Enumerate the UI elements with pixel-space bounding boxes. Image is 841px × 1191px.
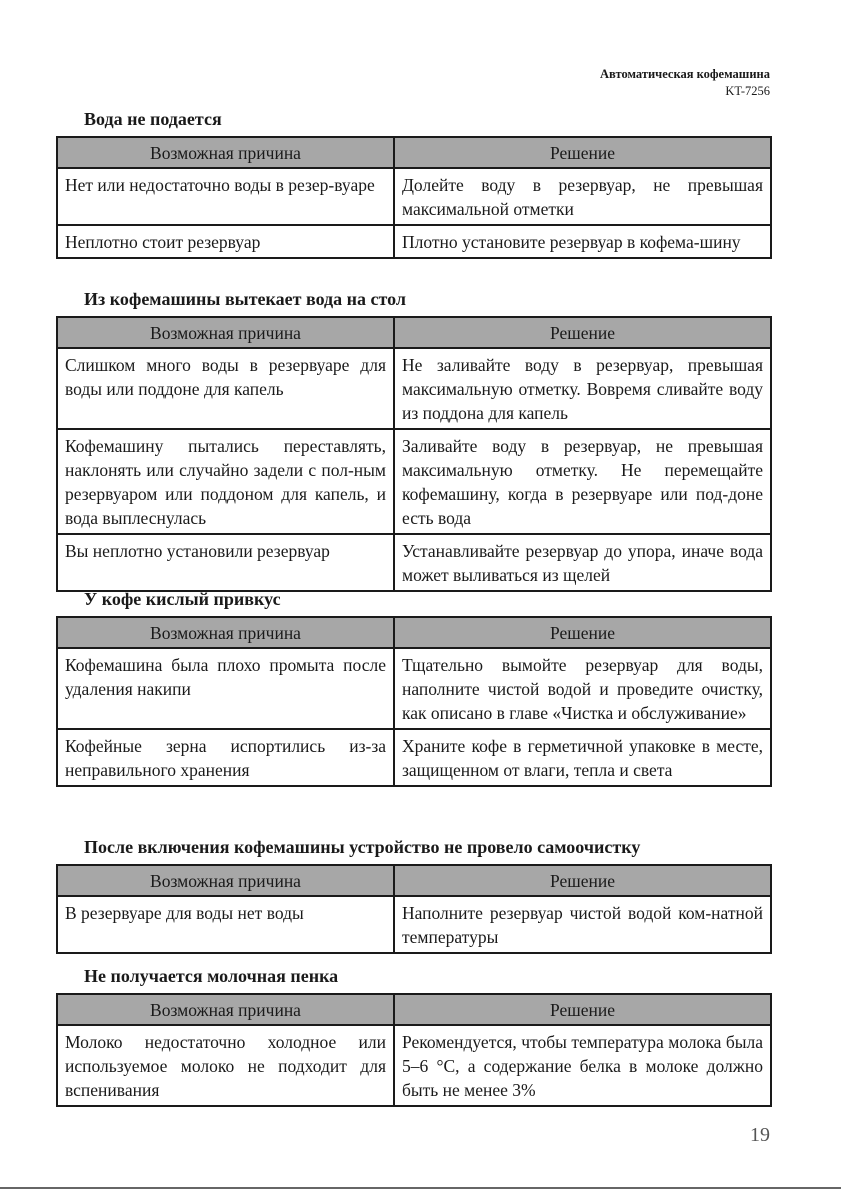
section-title: Из кофемашины вытекает вода на стол: [84, 289, 406, 309]
section-water-leak: [56, 288, 770, 592]
table-row: [57, 896, 771, 953]
table-row: [57, 1025, 771, 1106]
cause-cell: Кофемашина была плохо промыта после удаления накипи: [57, 648, 394, 729]
cause-cell: Слишком много воды в резервуаре для воды или поддоне для капель: [57, 348, 394, 429]
table-row: [57, 225, 771, 258]
page-header: [600, 66, 770, 100]
cause-cell: Нет или недостаточно воды в резер-вуаре: [57, 168, 394, 225]
table-row: [57, 168, 771, 225]
table-row: [57, 648, 771, 729]
troubleshooting-table: [56, 316, 772, 592]
table-header-row: [57, 317, 771, 348]
column-header-solution: Решение: [394, 617, 771, 648]
table-header-row: [57, 865, 771, 896]
column-header-solution: Решение: [394, 317, 771, 348]
solution-cell: Храните кофе в герметичной упаковке в месте, защищенном от влаги, тепла и света: [394, 729, 771, 786]
section-title: У кофе кислый привкус: [84, 589, 281, 609]
section-no-milk-foam: [56, 965, 770, 1107]
section-sour-taste: [56, 588, 770, 787]
column-header-cause: Возможная причина: [57, 865, 394, 896]
column-header-solution: Решение: [394, 137, 771, 168]
troubleshooting-table: [56, 136, 772, 259]
section-no-self-cleaning: [56, 836, 770, 954]
column-header-cause: Возможная причина: [57, 617, 394, 648]
solution-cell: Наполните резервуар чистой водой ком-натной температуры: [394, 896, 771, 953]
column-header-cause: Возможная причина: [57, 137, 394, 168]
table-header-row: [57, 617, 771, 648]
solution-cell: Не заливайте воду в резервуар, превышая максимальную отметку. Вовремя сливайте воду из поддона для капель: [394, 348, 771, 429]
column-header-solution: Решение: [394, 994, 771, 1025]
cause-cell: Молоко недостаточно холодное или используемое молоко не подходит для вспенивания: [57, 1025, 394, 1106]
section-title: Не получается молочная пенка: [84, 966, 339, 986]
cause-cell: В резервуаре для воды нет воды: [57, 896, 394, 953]
cause-cell: Кофейные зерна испортились из-за неправильного хранения: [57, 729, 394, 786]
troubleshooting-table: [56, 993, 772, 1107]
table-row: [57, 429, 771, 534]
solution-cell: Устанавливайте резервуар до упора, иначе вода может выливаться из щелей: [394, 534, 771, 591]
page-number: 19: [750, 1124, 770, 1146]
column-header-solution: Решение: [394, 865, 771, 896]
solution-cell: Долейте воду в резервуар, не превышая максимальной отметки: [394, 168, 771, 225]
troubleshooting-table: [56, 864, 772, 954]
section-title: Вода не подается: [84, 109, 222, 129]
table-header-row: [57, 137, 771, 168]
table-row: [57, 534, 771, 591]
solution-cell: Плотно установите резервуар в кофема-шину: [394, 225, 771, 258]
product-name: Автоматическая кофемашина: [600, 67, 770, 81]
model-number: KT-7256: [725, 84, 770, 98]
table-row: [57, 729, 771, 786]
table-header-row: [57, 994, 771, 1025]
table-row: [57, 348, 771, 429]
column-header-cause: Возможная причина: [57, 994, 394, 1025]
solution-cell: Рекомендуется, чтобы температура молока была 5–6 °C, а содержание белка в молоке должно быть не менее 3%: [394, 1025, 771, 1106]
bottom-divider: [0, 1187, 841, 1189]
troubleshooting-table: [56, 616, 772, 787]
cause-cell: Неплотно стоит резервуар: [57, 225, 394, 258]
section-no-water: [56, 108, 770, 259]
column-header-cause: Возможная причина: [57, 317, 394, 348]
cause-cell: Вы неплотно установили резервуар: [57, 534, 394, 591]
cause-cell: Кофемашину пытались переставлять, наклонять или случайно задели с пол-ным резервуаром или поддоном для капель, и вода выплеснулась: [57, 429, 394, 534]
solution-cell: Заливайте воду в резервуар, не превышая максимальную отметку. Не перемещайте кофемашину, когда в резервуаре или под-доне есть вода: [394, 429, 771, 534]
solution-cell: Тщательно вымойте резервуар для воды, наполните чистой водой и проведите очистку, как описано в главе «Чистка и обслуживание»: [394, 648, 771, 729]
section-title: После включения кофемашины устройство не провело самоочистку: [84, 837, 641, 857]
